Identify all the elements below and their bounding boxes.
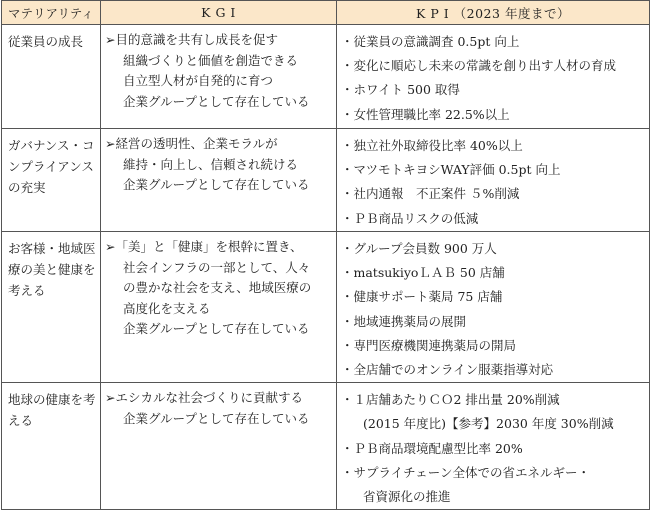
kgi-line: ➢目的意識を共有し成長を促す <box>105 32 278 47</box>
kgi-line: 企業グループとして存在している <box>123 93 310 109</box>
kpi-cell <box>337 129 650 232</box>
kpi-line: ・matsukiyoＬＡＢ 50 店舗 <box>341 265 505 281</box>
kpi-line: ・社内通報 不正案件 ５%削減 <box>341 186 520 202</box>
materiality-text: お客様・地域医療の美と健康を考える <box>8 241 96 298</box>
materiality-text: 地球の健康を考える <box>8 392 96 429</box>
header-kpi: K P I （2023 年度まで） <box>337 1 650 25</box>
kpi-line: ・マツモトキヨシWAY評価 0.5pt 向上 <box>341 162 561 178</box>
kgi-cell <box>101 129 337 232</box>
materiality-text: ガバナンス・コンプライアンスの充実 <box>8 138 95 195</box>
kgi-line: 高度化を支える <box>123 300 211 316</box>
kpi-line: ・女性管理職比率 22.5%以上 <box>341 106 510 122</box>
kpi-line: ・地域連携薬局の展開 <box>341 313 467 329</box>
kgi-line: 維持・向上し、信頼され続ける <box>123 156 299 172</box>
kgi-cell <box>101 232 337 383</box>
kpi-line: (2015 年度比)【参考】2030 年度 30%削減 <box>363 416 614 432</box>
kgi-line: 社会インフラの一部として、人々 <box>123 259 311 275</box>
kgi-line: 組織づくりと価値を創造できる <box>123 52 299 68</box>
kpi-cell <box>337 383 650 510</box>
kgi-line: ➢「美」と「健康」を根幹に置き、 <box>105 239 303 254</box>
kpi-line: ・従業員の意識調査 0.5pt 向上 <box>341 34 520 49</box>
kpi-line: ・専門医療機関連携薬局の開局 <box>341 337 517 353</box>
kpi-line: ・ホワイト 500 取得 <box>341 82 460 98</box>
materiality-cell <box>2 25 101 129</box>
kgi-line: 企業グループとして存在している <box>123 410 310 426</box>
kgi-line: の豊かな社会を支え、地域医療の <box>123 280 312 295</box>
table-row <box>2 129 650 232</box>
kpi-cell <box>337 232 650 383</box>
kgi-line: ➢経営の透明性、企業モラルが <box>105 136 278 151</box>
kpi-line: ・グループ会員数 900 万人 <box>341 241 497 256</box>
kpi-line: ・独立社外取締役比率 40%以上 <box>341 138 523 153</box>
materiality-cell <box>2 129 101 232</box>
kpi-line: 省資源化の推進 <box>363 489 451 505</box>
materiality-table <box>1 0 650 510</box>
materiality-cell <box>2 232 101 383</box>
kpi-line: ・全店舗でのオンライン服薬指導対応 <box>341 362 554 378</box>
kgi-line: 企業グループとして存在している <box>123 321 310 336</box>
kgi-line: ➢エシカルな社会づくりに貢献する <box>105 390 303 406</box>
kgi-cell <box>101 383 337 510</box>
table-row <box>2 383 650 510</box>
kpi-line: ・変化に順応し未来の常識を創り出す人材の育成 <box>341 58 617 74</box>
table-header-row <box>2 1 650 25</box>
kpi-line: ・ＰＢ商品リスクの低減 <box>341 210 479 226</box>
kpi-line: ・健康サポート薬局 75 店舗 <box>341 289 503 305</box>
header-materiality: マテリアリティ <box>2 1 101 25</box>
kpi-line: ・１店舗あたりＣＯ2 排出量 20%削減 <box>341 392 560 408</box>
table-row <box>2 25 650 129</box>
kgi-line: 企業グループとして存在している <box>123 177 310 192</box>
table-row <box>2 232 650 383</box>
kpi-line: ・サプライチェーン全体での省エネルギー・ <box>341 464 591 480</box>
kpi-line: ・ＰＢ商品環境配慮型比率 20% <box>341 440 523 456</box>
kgi-line: 自立型人材が自発的に育つ <box>123 73 274 88</box>
materiality-text: 従業員の成長 <box>8 34 84 49</box>
header-kgi: K G I <box>101 1 337 25</box>
kpi-cell <box>337 25 650 129</box>
materiality-cell <box>2 383 101 510</box>
kgi-cell <box>101 25 337 129</box>
